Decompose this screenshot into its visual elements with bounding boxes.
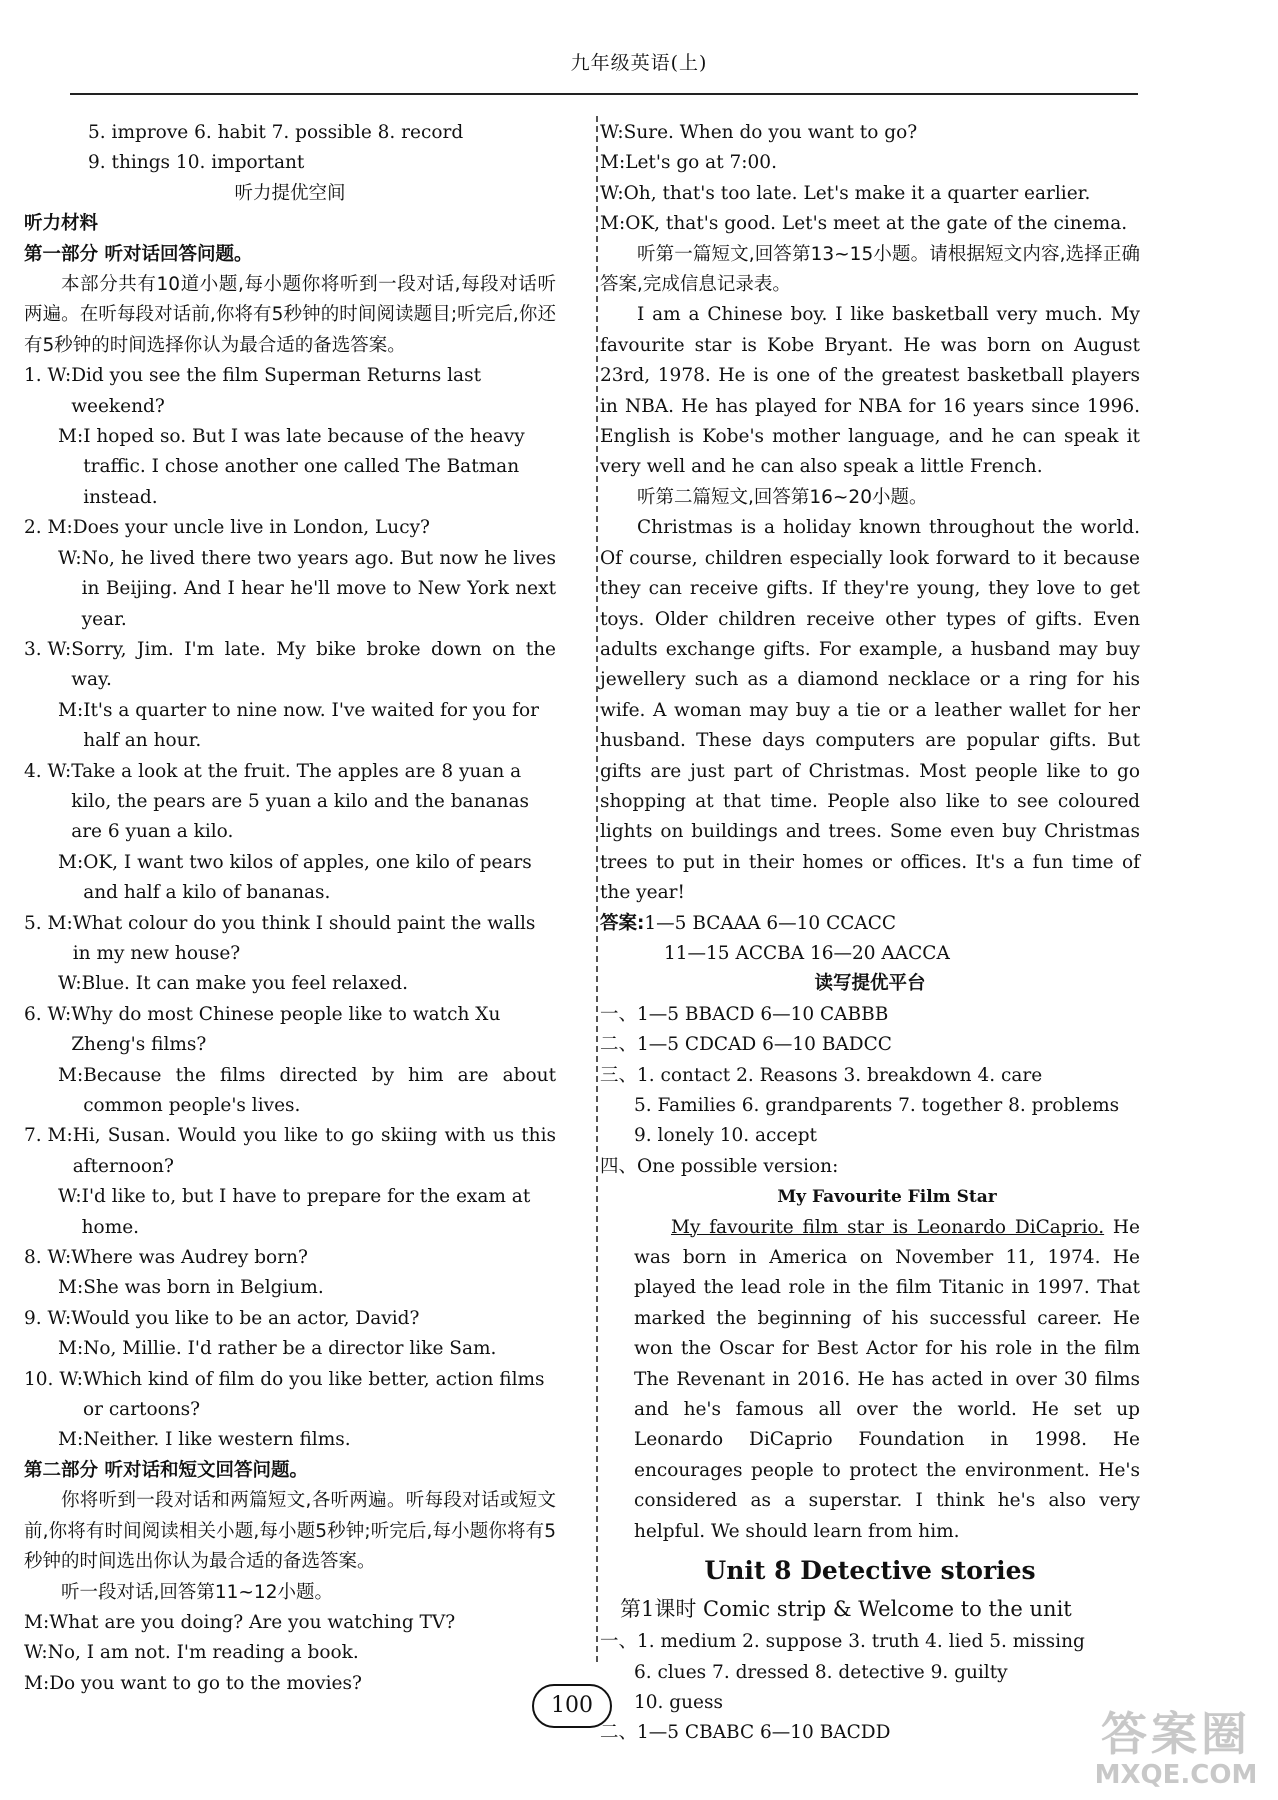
dialogue-2: 2. M: Does your uncle live in London, Lucy? W: No, he lived there two years ago. But now he lives in Beijing. And I hear he'll move to New York next year. — [24, 513, 556, 635]
dialogue-line: Do you want to go to the movies? — [49, 1672, 362, 1694]
part1-title: 第一部分 听对话回答问题。 — [24, 243, 253, 265]
part2-title: 第二部分 听对话和短文回答问题。 — [24, 1459, 308, 1481]
dialogue-7: 7. M: Hi, Susan. Would you like to go skiing with us this afternoon? W: I'd like to, but I have to prepare for the exam at home. — [24, 1121, 556, 1243]
dialog-intro: 听一段对话,回答第11~12小题。 — [61, 1581, 333, 1603]
dialogue-line: Hi, Susan. Would you like to go skiing with us this afternoon? — [72, 1125, 556, 1177]
dialogue-5: 5. M: What colour do you think I should paint the walls in my new house? W: Blue. It can make you feel relaxed. — [24, 909, 556, 1000]
unit-title: Unit 8 Detective stories — [704, 1556, 1036, 1586]
dialogue-8: 8. W: Where was Audrey born? M: She was born in Belgium. — [24, 1243, 556, 1304]
dialogue-6: 6. W: Why do most Chinese people like to watch Xu Zheng's films? M: Because the films directed by him are about common people's lives. — [24, 1000, 556, 1122]
dialogue-4: 4. W: Take a look at the fruit. The apples are 8 yuan a kilo, the pears are 5 yuan a kilo and the bananas are 6 yuan a kilo. M: OK, I want two kilos of apples, one kilo of pears and half a kilo of bananas. — [24, 757, 556, 909]
rw-answers-4: 四、One possible version: — [600, 1155, 839, 1177]
essay-rest: He was born in America on November 11, 1974. He played the lead role in the film Titanic in 1997. That marked the beginning of his successful career. He won the Oscar for Best Actor for his role in the film The Revenant in 2016. He has acted in over 30 films and he's famous all over the world. He set up Leonardo DiCaprio Foundation in 1998. He encourages people to protect the environment. He's considered as a superstar. I think he's also very helpful. We should learn from him. — [634, 1216, 1140, 1542]
part2-instructions: 你将听到一段对话和两篇短文,各听两遍。听每段对话或短文前,你将有时间阅读相关小题,每小题5秒钟;听完后,每小题你将有5秒钟的时间选出你认为最合适的备选答案。 — [24, 1490, 556, 1573]
watermark-logo — [1078, 1708, 1274, 1798]
materials-label: 听力材料 — [24, 213, 99, 235]
rw-answers-3: 5. Families 6. grandparents 7. together 8. problems — [634, 1095, 1120, 1116]
dialogue-line: Neither. I like western films. — [83, 1429, 351, 1451]
rw-answers-3: 三、1. contact 2. Reasons 3. breakdown 4. care — [600, 1064, 1043, 1086]
dialogue-10: 10. W: Which kind of film do you like better, action films or cartoons? M: Neither. I like western films. — [24, 1365, 556, 1456]
passage2-text: Christmas is a holiday known throughout the world. Of course, children especially look forward to it because they can receive gifts. If they're young, they love to get toys. Older children receive other types of gifts. Even adults exchange gifts. For example, a husband may buy jewellery such as a diamond necklace or a ring for his wife. A woman may buy a tie or a leather wallet for her husband. These days computers are popular gifts. But gifts are just part of Christmas. Most people like to go shopping at that time. People also like to see coloured lights on buildings and trees. Some even buy Christmas trees to put in their homes or offices. It's a fun time of the year! — [600, 517, 1140, 904]
dialogue-line: Does your uncle live in London, Lucy? — [72, 517, 430, 539]
rw-answers-2: 二、1—5 CDCAD 6—10 BADCC — [600, 1034, 892, 1056]
dialogue-line: OK, I want two kilos of apples, one kilo of pears and half a kilo of bananas. — [83, 851, 532, 904]
section-title-listening: 听力提优空间 — [234, 182, 346, 204]
vocab-line: 5. improve 6. habit 7. possible 8. record — [88, 122, 464, 143]
dialogue-line: What are you doing? Are you watching TV? — [49, 1611, 456, 1633]
answers-line: 11—15 ACCBA 16—20 AACCA — [664, 942, 950, 964]
unit-answers-1: 6. clues 7. dressed 8. detective 9. guilty — [634, 1661, 1008, 1683]
dialogue-line: Oh, that's too late. Let's make it a quarter earlier. — [623, 182, 1091, 204]
dialogue-line: Which kind of film do you like better, action films or cartoons? — [82, 1368, 545, 1421]
dialogue-line: She was born in Belgium. — [83, 1277, 324, 1299]
lesson-title: 第1课时 Comic strip & Welcome to the unit — [620, 1597, 1072, 1622]
dialogue-line: OK, that's good. Let's meet at the gate of the cinema. — [625, 213, 1128, 235]
vocab-line: 9. things 10. important — [88, 152, 305, 174]
dialogue-line: Blue. It can make you feel relaxed. — [81, 973, 408, 995]
dialogue-line: I'd like to, but I have to prepare for the exam at home. — [81, 1186, 531, 1238]
dialogue-line: Because the films directed by him are about common people's lives. — [83, 1064, 556, 1116]
header-rule — [70, 93, 1138, 95]
page-header: 九年级英语(上) — [570, 52, 708, 74]
watermark-url: MXQE.COM — [1094, 1760, 1258, 1790]
unit-answers-1: 10. guess — [634, 1691, 723, 1713]
passage1-text: I am a Chinese boy. I like basketball very much. My favourite star is Kobe Bryant. He was born on August 23rd, 1978. He is one of the greatest basketball players in NBA. He has played for NBA for 16 years since 1996. English is Kobe's mother language, and he can speak it very well and he can also speak a little French. — [600, 304, 1140, 478]
page-number: 100 — [532, 1684, 612, 1728]
part1-instructions: 本部分共有10道小题,每小题你将听到一段对话,每段对话听两遍。在听每段对话前,你将有5秒钟的时间阅读题目;听完后,你还有5秒钟的时间选择你认为最合适的备选答案。 — [24, 274, 556, 356]
right-column — [600, 118, 1140, 1749]
dialogue-line: Let's go at 7:00. — [625, 152, 777, 174]
answers-label: 答案: — [600, 912, 645, 934]
dialogue-line: Did you see the film Superman Returns last weekend? — [71, 365, 481, 417]
unit-answers-1: 一、1. medium 2. suppose 3. truth 4. lied 5. missing — [600, 1631, 1085, 1653]
dialogue-line: Sorry, Jim. I'm late. My bike broke down on the way. — [71, 638, 556, 691]
essay-first-sentence: My favourite film star is Leonardo DiCaprio. — [671, 1216, 1105, 1238]
dialogue-line: No, Millie. I'd rather be a director like Sam. — [83, 1338, 497, 1360]
dialogue-line: What colour do you think I should paint the walls in my new house? — [72, 912, 536, 964]
dialogue-line: Why do most Chinese people like to watch Xu Zheng's films? — [71, 1003, 501, 1056]
rw-answers-3: 9. lonely 10. accept — [634, 1125, 817, 1147]
dialogue-line: I hoped so. But I was late because of the heavy traffic. I chose another one called The Batman instead. — [83, 426, 525, 508]
dialogue-line: Would you like to be an actor, David? — [71, 1307, 420, 1329]
dialogue-line: It's a quarter to nine now. I've waited for you for half an hour. — [83, 699, 540, 752]
answers-line: 1—5 BCAAA 6—10 CCACC — [644, 912, 897, 934]
column-divider — [596, 116, 598, 1662]
rw-answers-1: 一、1—5 BBACD 6—10 CABBB — [600, 1003, 889, 1025]
passage1-intro: 听第一篇短文,回答第13~15小题。请根据短文内容,选择正确答案,完成信息记录表。 — [600, 243, 1140, 296]
dialogue-line: Take a look at the fruit. The apples are 8 yuan a kilo, the pears are 5 yuan a kilo and the bananas are 6 yuan a kilo. — [71, 760, 529, 843]
dialogue-line: No, he lived there two years ago. But now he lives in Beijing. And I hear he'll move to New York next year. — [81, 547, 556, 630]
dialogue-line: Sure. When do you want to go? — [623, 122, 918, 143]
dialogue-1: 1. W: Did you see the film Superman Returns last weekend? M: I hoped so. But I was late because of the heavy traffic. I chose another one called The Batman instead. — [24, 361, 556, 513]
unit-answers-2: 二、1—5 CBABC 6—10 BACDD — [600, 1722, 891, 1744]
essay-title: My Favourite Film Star — [777, 1187, 997, 1208]
dialogue-9: 9. W: Would you like to be an actor, David? M: No, Millie. I'd rather be a director like Sam. — [24, 1304, 556, 1365]
left-column — [24, 118, 556, 1699]
dialogue-line: Where was Audrey born? — [71, 1247, 308, 1269]
conversation: M: What are you doing? Are you watching TV? W: No, I am not. I'm reading a book. M: Do you want to go to the movies? — [24, 1608, 556, 1699]
watermark-text: 答案圈 — [1101, 1707, 1251, 1761]
essay-body — [600, 1213, 1140, 1547]
passage2-intro: 听第二篇短文,回答第16~20小题。 — [637, 486, 928, 508]
dialogue-3: 3. W: Sorry, Jim. I'm late. My bike broke down on the way. M: It's a quarter to nine now. I've waited for you for half an hour. — [24, 635, 556, 757]
conversation-continued: W: Sure. When do you want to go? M: Let's go at 7:00. W: Oh, that's too late. Let's make it a quarter earlier. M: OK, that's good. Let's meet at the gate of the cinema. — [600, 118, 1140, 240]
section-title-reading-writing: 读写提优平台 — [814, 973, 926, 995]
dialogue-line: No, I am not. I'm reading a book. — [47, 1642, 359, 1664]
